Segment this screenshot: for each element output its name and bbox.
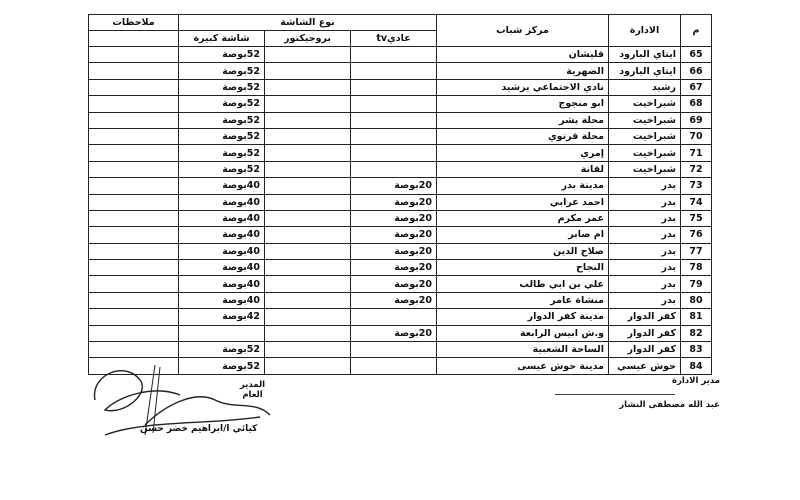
row-big-screen: 52بوصة <box>179 112 265 128</box>
left-signature-title: المدير العام <box>239 380 266 400</box>
row-projector <box>265 47 351 63</box>
row-projector <box>265 227 351 243</box>
header-youth-center: مركز شباب <box>437 15 609 47</box>
row-youth-center: قليشان <box>437 47 609 63</box>
header-notes: ملاحظات <box>89 15 179 31</box>
row-tv: 20بوصة <box>351 260 437 276</box>
table-row <box>89 112 712 128</box>
row-big-screen: 40بوصة <box>179 243 265 259</box>
row-notes <box>89 161 179 177</box>
row-projector <box>265 210 351 226</box>
row-youth-center: النجاح <box>437 260 609 276</box>
row-projector <box>265 194 351 210</box>
row-tv <box>351 358 437 374</box>
header-num: م <box>681 15 712 47</box>
table-body <box>89 47 712 375</box>
row-department: بدر <box>609 292 681 308</box>
row-notes <box>89 260 179 276</box>
header-big-screen: شاشة كبيرة <box>179 31 265 47</box>
row-department: شبراخيت <box>609 145 681 161</box>
row-num: 84 <box>681 358 712 374</box>
row-big-screen: 40بوصة <box>179 210 265 226</box>
row-department: بدر <box>609 276 681 292</box>
row-tv <box>351 112 437 128</box>
row-tv <box>351 47 437 63</box>
row-department: ايتاي البارود <box>609 47 681 63</box>
row-big-screen: 40بوصة <box>179 260 265 276</box>
table-row <box>89 145 712 161</box>
table-row <box>89 210 712 226</box>
row-youth-center: عمر مكرم <box>437 210 609 226</box>
left-signature-name: كيائي ا/ابراهيم خضر حسن <box>140 424 258 434</box>
row-projector <box>265 325 351 341</box>
right-signature-line <box>555 394 675 395</box>
row-youth-center: احمد عرابي <box>437 194 609 210</box>
row-youth-center: مدينة حوش عيسى <box>437 358 609 374</box>
row-department: شبراخيت <box>609 128 681 144</box>
row-department: ايتاي البارود <box>609 63 681 79</box>
table-row <box>89 260 712 276</box>
row-notes <box>89 210 179 226</box>
row-youth-center: مدينة كفر الدوار <box>437 309 609 325</box>
row-department: شبراخيت <box>609 96 681 112</box>
row-tv: 20بوصة <box>351 210 437 226</box>
row-department: بدر <box>609 178 681 194</box>
row-youth-center: علي بن ابي طالب <box>437 276 609 292</box>
row-department: بدر <box>609 210 681 226</box>
row-projector <box>265 178 351 194</box>
row-big-screen: 52بوصة <box>179 63 265 79</box>
row-tv: 20بوصة <box>351 276 437 292</box>
header-department: الادارة <box>609 15 681 47</box>
row-tv <box>351 309 437 325</box>
row-notes <box>89 227 179 243</box>
screens-table <box>88 14 712 375</box>
row-notes <box>89 276 179 292</box>
table-row <box>89 128 712 144</box>
row-projector <box>265 145 351 161</box>
table-row <box>89 309 712 325</box>
table-row <box>89 178 712 194</box>
header-screen-type: نوع الشاشة <box>179 15 437 31</box>
row-notes <box>89 79 179 95</box>
row-tv <box>351 145 437 161</box>
row-projector <box>265 112 351 128</box>
row-num: 72 <box>681 161 712 177</box>
row-department: بدر <box>609 243 681 259</box>
table-row <box>89 79 712 95</box>
table-row <box>89 276 712 292</box>
row-youth-center: و.ش ابيس الرابعة <box>437 325 609 341</box>
row-notes <box>89 128 179 144</box>
row-big-screen: 52بوصة <box>179 128 265 144</box>
row-notes <box>89 194 179 210</box>
row-big-screen: 40بوصة <box>179 276 265 292</box>
row-num: 78 <box>681 260 712 276</box>
row-youth-center: نادي الاجتماعي برشيد <box>437 79 609 95</box>
row-tv <box>351 342 437 358</box>
row-num: 76 <box>681 227 712 243</box>
row-projector <box>265 276 351 292</box>
row-num: 80 <box>681 292 712 308</box>
row-num: 75 <box>681 210 712 226</box>
row-num: 66 <box>681 63 712 79</box>
row-department: بدر <box>609 227 681 243</box>
row-projector <box>265 128 351 144</box>
row-num: 83 <box>681 342 712 358</box>
row-notes <box>89 112 179 128</box>
row-notes <box>89 243 179 259</box>
row-tv <box>351 161 437 177</box>
table-row <box>89 227 712 243</box>
row-department: كفر الدوار <box>609 342 681 358</box>
row-notes <box>89 309 179 325</box>
row-youth-center: لقانة <box>437 161 609 177</box>
row-notes <box>89 47 179 63</box>
row-num: 79 <box>681 276 712 292</box>
row-num: 67 <box>681 79 712 95</box>
row-big-screen: 42بوصة <box>179 309 265 325</box>
row-projector <box>265 63 351 79</box>
row-projector <box>265 79 351 95</box>
row-tv: 20بوصة <box>351 325 437 341</box>
row-projector <box>265 260 351 276</box>
row-big-screen: 40بوصة <box>179 227 265 243</box>
row-department: شبراخيت <box>609 161 681 177</box>
row-num: 74 <box>681 194 712 210</box>
row-youth-center: الضهرية <box>437 63 609 79</box>
row-notes <box>89 63 179 79</box>
row-num: 68 <box>681 96 712 112</box>
row-num: 82 <box>681 325 712 341</box>
row-big-screen: 40بوصة <box>179 178 265 194</box>
row-notes <box>89 292 179 308</box>
row-num: 77 <box>681 243 712 259</box>
row-big-screen: 40بوصة <box>179 292 265 308</box>
table-row <box>89 96 712 112</box>
row-youth-center: صلاح الدين <box>437 243 609 259</box>
row-big-screen: 52بوصة <box>179 145 265 161</box>
row-youth-center: محلة قرتوي <box>437 128 609 144</box>
row-big-screen <box>179 325 265 341</box>
row-notes <box>89 178 179 194</box>
row-department: بدر <box>609 194 681 210</box>
row-department: كفر الدوار <box>609 309 681 325</box>
table-row <box>89 63 712 79</box>
row-youth-center: ام صابر <box>437 227 609 243</box>
row-big-screen: 40بوصة <box>179 194 265 210</box>
table-row <box>89 243 712 259</box>
row-department: رشيد <box>609 79 681 95</box>
row-department: بدر <box>609 260 681 276</box>
row-num: 73 <box>681 178 712 194</box>
row-department: شبراخيت <box>609 112 681 128</box>
row-num: 65 <box>681 47 712 63</box>
header-notes-sub <box>89 31 179 47</box>
row-tv <box>351 63 437 79</box>
table-row <box>89 47 712 63</box>
row-notes <box>89 325 179 341</box>
right-signature-title: مدير الادارة <box>671 376 720 386</box>
row-num: 70 <box>681 128 712 144</box>
row-tv: 20بوصة <box>351 178 437 194</box>
row-projector <box>265 161 351 177</box>
row-tv: 20بوصة <box>351 292 437 308</box>
row-tv: 20بوصة <box>351 227 437 243</box>
row-youth-center: محلة بشر <box>437 112 609 128</box>
row-projector <box>265 96 351 112</box>
row-youth-center: ابو منجوج <box>437 96 609 112</box>
row-youth-center: الساحة الشعبية <box>437 342 609 358</box>
row-num: 81 <box>681 309 712 325</box>
row-youth-center: منشاة عامر <box>437 292 609 308</box>
row-big-screen: 52بوصة <box>179 161 265 177</box>
row-projector <box>265 243 351 259</box>
row-big-screen: 52بوصة <box>179 96 265 112</box>
row-big-screen: 52بوصة <box>179 47 265 63</box>
row-tv: 20بوصة <box>351 243 437 259</box>
right-signature-block <box>619 376 720 410</box>
right-signature-name: عبد الله مصطفى النشار <box>619 400 720 410</box>
table-row <box>89 161 712 177</box>
row-num: 71 <box>681 145 712 161</box>
header-tv: عاديtv <box>351 31 437 47</box>
row-notes <box>89 96 179 112</box>
row-tv <box>351 128 437 144</box>
row-tv: 20بوصة <box>351 194 437 210</box>
row-youth-center: مدينة بدر <box>437 178 609 194</box>
table-row <box>89 292 712 308</box>
header-projector: بروجيكتور <box>265 31 351 47</box>
table-row <box>89 325 712 341</box>
header-row-top <box>89 15 712 31</box>
row-big-screen: 52بوصة <box>179 342 265 358</box>
row-tv <box>351 96 437 112</box>
row-num: 69 <box>681 112 712 128</box>
row-notes <box>89 145 179 161</box>
row-big-screen: 52بوصة <box>179 79 265 95</box>
row-department: حوش عيسي <box>609 358 681 374</box>
row-big-screen: 52بوصة <box>179 358 265 374</box>
row-youth-center: إمري <box>437 145 609 161</box>
row-projector <box>265 292 351 308</box>
row-projector <box>265 309 351 325</box>
row-department: كفر الدوار <box>609 325 681 341</box>
row-tv <box>351 79 437 95</box>
table-row <box>89 194 712 210</box>
